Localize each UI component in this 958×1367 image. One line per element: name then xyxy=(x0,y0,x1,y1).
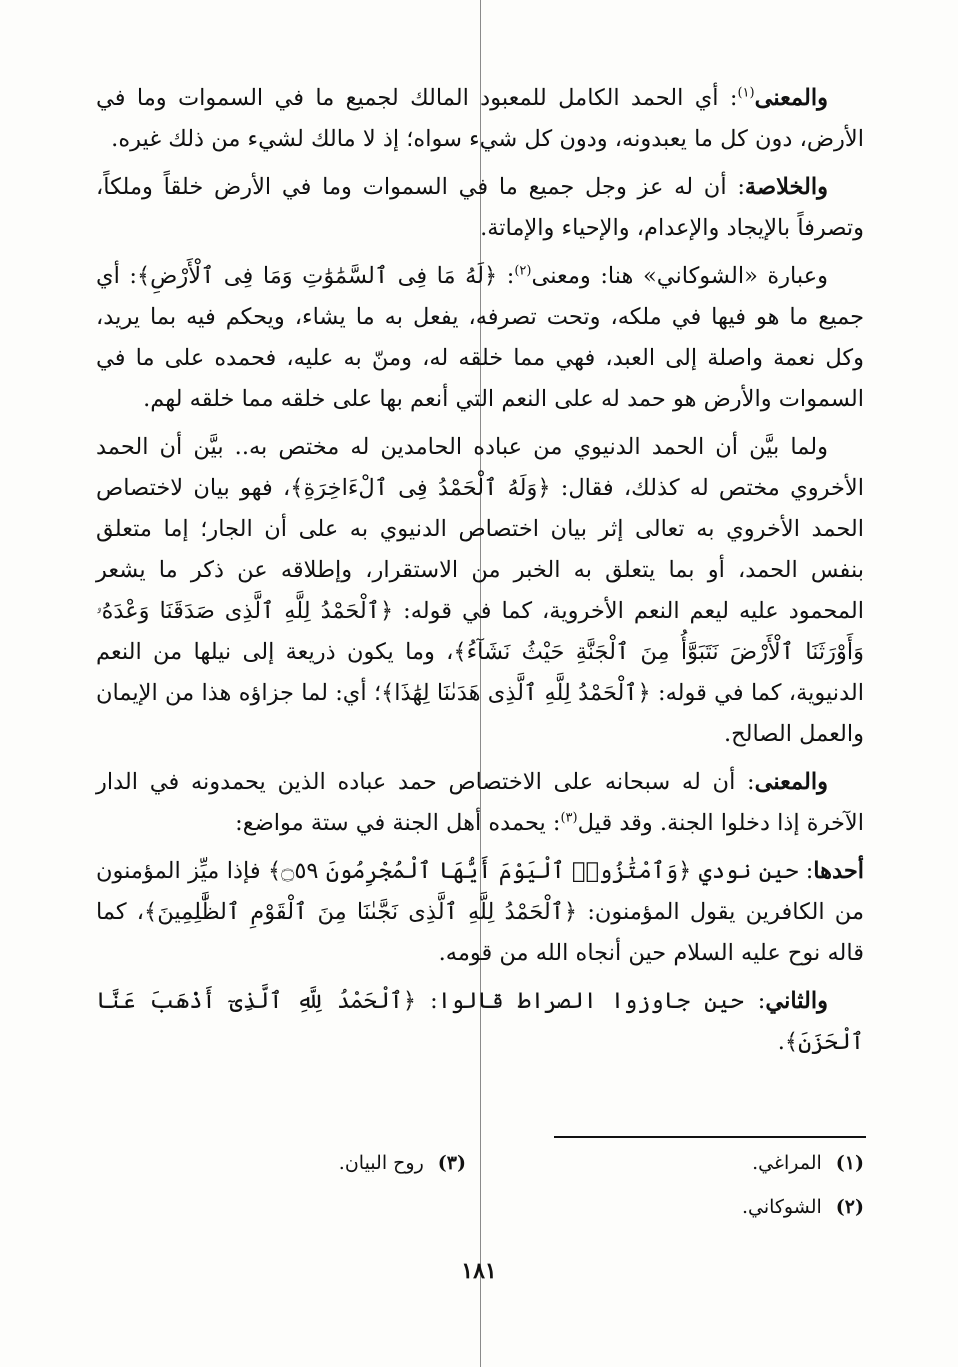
footnote-text: الشوكاني. xyxy=(741,1196,822,1218)
paragraph-text: : يحمده أهل الجنة في ستة مواضع: xyxy=(235,810,561,836)
paragraph-text: : أن له عز وجل جميع ما في السموات وما في الأرض خلقاً وملكاً، وتصرفاً بالإيجاد والإعدام، والإحياء والإماتة. xyxy=(96,174,864,241)
lead-word: والمعنى xyxy=(754,85,828,111)
paragraph-meaning-1 xyxy=(96,78,864,160)
footnote-number: (٢) xyxy=(835,1196,864,1218)
footnote-ref-3[interactable]: (٣) xyxy=(560,810,578,826)
footnote-separator xyxy=(554,1136,866,1138)
footnotes xyxy=(96,1152,864,1232)
paragraph-first xyxy=(96,851,864,974)
footnote-text: المراغي. xyxy=(752,1152,822,1174)
paragraph-text: : أن له سبحانه على الاختصاص حمد عباده الذين يحمدونه في الدار الآخرة إذا دخلوا الجنة. وقد قيل xyxy=(96,769,864,836)
lead-word: والثاني xyxy=(765,988,828,1014)
footnote-1 xyxy=(752,1152,864,1174)
footnote-number: (١) xyxy=(835,1152,864,1174)
page-number: ١٨١ xyxy=(461,1258,497,1284)
paragraph-text: : ﴿لَهُ مَا فِى ٱلسَّمَٰوَٰتِ وَمَا فِى ٱلْأَرْضِ﴾: أي جميع ما هو فيها في ملكه، وتحت تصرفه، يفعل به ما يشاء، ويحكم فيه بما يريد، وكل نعمة واصلة إلى العبد، فهي مما خلقه له، ومنّ به عليه، فحمده على ما في السموات والأرض هو حمد له على النعم التي أنعم بها على خلقه مما خلقه لهم. xyxy=(96,263,864,412)
lead-word: والخلاصة xyxy=(744,174,828,200)
lead-word: أحدها xyxy=(813,858,864,884)
main-text xyxy=(96,78,864,1070)
paragraph-text: : أي الحمد الكامل للمعبود المالك لجميع ما في السموات وما في الأرض، دون كل ما يعبدونه، ودون كل شيء سواه؛ إذ لا مالك لشيء من ذلك غيره. xyxy=(96,85,864,152)
lead-word: والمعنى xyxy=(754,769,828,795)
footnote-number: (٣) xyxy=(437,1152,466,1174)
paragraph-summary xyxy=(96,167,864,249)
paragraph-text: وعبارة «الشوكاني» هنا: ومعنى xyxy=(531,263,828,289)
paragraph-text: ولما بيَّن أن الحمد الدنيوي من عباده الحامدين له مختص به.. بيَّن أن الحمد الأخروي مختص له كذلك، فقال: ﴿وَلَهُ ٱلْحَمْدُ فِى ٱلْءَاخِرَةِ﴾، فهو بيان لاختصاص الحمد الأخروي به تعالى إثر بيان اختصاص الدنيوي به على أن الجار؛ إما متعلق بنفس الحمد، أو بما يتعلق به الخبر من الاستقرار، وإطلاقه عن ذكر ما يشعر المحمود عليه ليعم النعم الأخروية، كما في قوله: ﴿ٱلْحَمْدُ لِلَّهِ ٱلَّذِى صَدَقَنَا وَعْدَهُۥ وَأَوْرَثَنَا ٱلْأَرْضَ نَتَبَوَّأُ مِنَ ٱلْجَنَّةِ حَيْثُ نَشَآءُ﴾، وما يكون ذريعة إلى نيلها من النعم الدنيوية، كما في قوله: ﴿ٱلْحَمْدُ لِلَّهِ ٱلَّذِى هَدَىٰنَا لِهَٰذَا﴾؛ أي: لما جزاؤه هذا من الإيمان والعمل الصالح. xyxy=(96,434,864,747)
paragraph-hereafter-praise xyxy=(96,427,864,755)
footnote-ref-2[interactable]: (٢) xyxy=(514,263,532,279)
paragraph-shawkani xyxy=(96,256,864,420)
footnote-3 xyxy=(339,1152,466,1174)
paragraph-second xyxy=(96,981,864,1063)
paragraph-text: : حين نودي ﴿وَٱمْتَٰزُوا۟ ٱلْيَوْمَ أَيُّهَا ٱلْمُجْرِمُونَ ۝٥٩﴾ فإذا ميِّز المؤمنون من الكافرين يقول المؤمنون: ﴿ٱلْحَمْدُ لِلَّهِ ٱلَّذِى نَجَّىٰنَا مِنَ ٱلْقَوْمِ ٱلظَّٰلِمِينَ﴾، كما قاله نوح عليه السلام حين أنجاه الله من قومه. xyxy=(96,858,864,966)
paragraph-text: : حين جاوزوا الصراط قالوا: ﴿ٱلْحَمْدُ لِلَّهِ ٱلَّذِىٓ أَذْهَبَ عَنَّا ٱلْحَزَنَ﴾. xyxy=(96,988,864,1055)
footnote-text: روح البيان. xyxy=(338,1152,424,1174)
footnote-2 xyxy=(742,1196,864,1218)
paragraph-meaning-2 xyxy=(96,762,864,844)
footnote-ref-1[interactable]: (١) xyxy=(737,85,755,101)
